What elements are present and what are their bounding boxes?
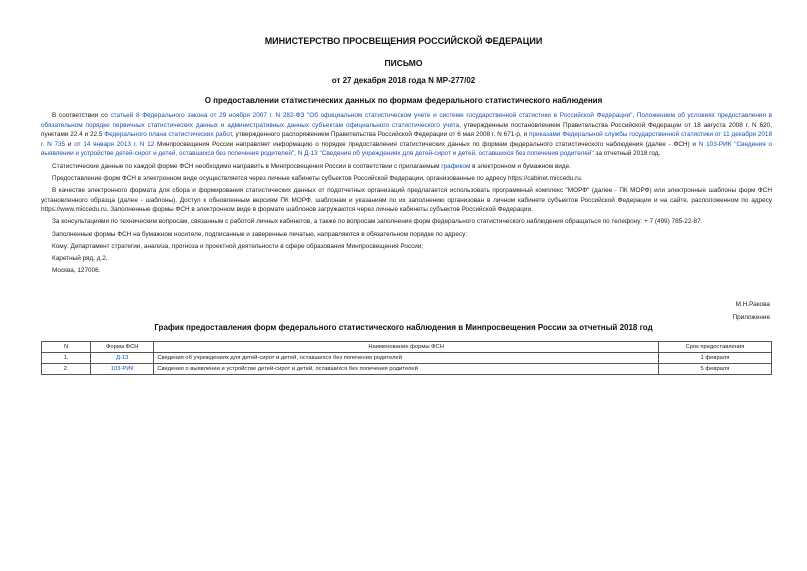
row-form: [91, 364, 154, 375]
paragraph-legal-basis: В соответствии со статьей 8 Федерального закона от 29 ноября 2007 г. N 282-ФЗ "Об официальном статистическом учете и системе государственной статистики в Российской Федерации", Положением об условиях предоставления в обязательном порядке первичных статистических данных и административных данных субъектам официального статистического учета, утвержденным постановлением Правительства Российской Федерации от 18 августа 2008 г. N 620, пунктами 22.4 и 22.5 Федерального плана статистических работ, утвержденного распоряжением Правительства Российской Федерации от 6 мая 2008 г. N 671-р, и приказами Федеральной службы государственной статистики от 11 декабря 2018 г. N 735 и от 14 января 2013 г. N 12 Минпросвещения России направляет информацию о порядке предоставления статистических данных по формам федерального статистического наблюдения (далее - ФСН) и N 103-РИК "Сведения о выявлении и устройстве детей-сирот и детей, оставшихся без попечения родителей", N Д-13 "Сведения об учреждениях для детей-сирот и детей, оставшихся без попечения родителей" за отчетный 2018 год.: [41, 112, 773, 158]
doc-date-heading: от 27 декабря 2018 года N МР-277/02: [331, 76, 476, 85]
row-form: [91, 353, 154, 364]
schedule-table: [41, 341, 772, 375]
paragraph-street: Каретный ряд, д.2,: [52, 254, 108, 262]
link-rosstat-order-735[interactable]: приказами Федеральной службы государственной статистики от 11 декабря 2018 г. N 735: [41, 131, 772, 148]
paragraph-format: В качестве электронного формата для сбора и формирования статистических данных от подотчетных организаций предлагается использовать программный комплекс "МОРФ" (далее - ПК МОРФ) или электронные шаблоны форм ФСН установленного образца (далее - шаблоны). Доступ к обновленным версиям ПК МОРФ, шаблонам и указаниям по их заполнению организован в личном кабинете субъектов Российской Федерации и на сайте, расположенном по адресу https://www.miccedu.ru. Заполненные формы ФСН в электронном виде в формате шаблонов загружаются через личные кабинеты субъектов Российской Федерации.: [41, 186, 772, 214]
table-row: [42, 353, 772, 364]
table-header-row: [42, 342, 772, 353]
row-number: 1.: [42, 353, 91, 364]
letter-body: [41, 111, 772, 276]
row-name: Сведения о выявлении и устройстве детей-сирот и детей, оставшихся без попечения родителей: [154, 364, 659, 375]
doc-type-heading: ПИСЬМО: [384, 58, 423, 68]
ministry-heading: МИНИСТЕРСТВО ПРОСВЕЩЕНИЯ РОССИЙСКОЙ ФЕДЕРАЦИИ: [264, 36, 543, 46]
paragraph-city: Москва, 127006.: [52, 267, 101, 275]
row-deadline: 1 февраля: [659, 353, 772, 364]
link-rosstat-order-12[interactable]: от 14 января 2013 г. N 12: [74, 140, 155, 148]
link-table-form-d13[interactable]: Д-13: [116, 355, 129, 361]
paragraph-consultation: За консультациями по техническим вопросам, связанным с работой личных кабинетов, а также по вопросам заполнения форм федерального статистического наблюдения обращаться по телефону: + 7 (499) 785-22-87.: [52, 218, 703, 226]
paragraph-electronic: Предоставление форм ФСН в электронном виде осуществляется через личные кабинеты субъектов Российской Федерации, организованные по адресу https://cabinet.miccedu.ru.: [52, 174, 583, 182]
row-number: 2.: [42, 364, 91, 375]
link-form-103-rik[interactable]: N 103-РИК "Сведения о выявлении и устройстве детей-сирот и детей, оставшихся без попечения родителей": [41, 140, 773, 158]
col-header-form: Форма ФСН: [91, 342, 154, 353]
link-form-d13[interactable]: N Д-13 "Сведения об учреждениях для детей-сирот и детей, оставшихся без попечения родителей": [297, 150, 594, 158]
doc-subject-heading: О предоставлении статистических данных по формам федерального статистического наблюдения: [204, 96, 603, 105]
schedule-title: График предоставления форм федерального статистического наблюдения в Минпросвещения России за отчетный 2018 год: [154, 323, 653, 332]
paragraph-submission: Статистические данные по каждой форме ФСН необходимо направить в Минпросвещения России в соответствии с прилагаемым графиком в электронном и бумажном виде.: [52, 162, 571, 170]
row-name: Сведения об учреждениях для детей-сирот и детей, оставшихся без попечения родителей: [154, 353, 659, 364]
col-header-deadline: Срок предоставления: [659, 342, 772, 353]
paragraph-recipient: Кому: Департамент стратегии, анализа, прогноза и проектной деятельности в сфере образования Минпросвещения России;: [52, 242, 424, 250]
col-header-number: N: [42, 342, 91, 353]
paragraph-paper-forms: Заполненные формы ФСН на бумажном носителе, подписанные и заверенные печатью, направляются в обязательном порядке по адресу:: [52, 230, 468, 238]
link-regulation-provision[interactable]: Положением об условиях предоставления в обязательном порядке первичных статистических данных и административных данных субъектам официального статистического учета: [41, 112, 772, 129]
link-schedule[interactable]: графиком: [441, 162, 471, 170]
col-header-name: Наименование формы ФСН: [154, 342, 659, 353]
appendix-label: Приложение: [732, 314, 770, 321]
link-federal-plan[interactable]: Федерального плана статистических работ: [104, 131, 232, 139]
row-deadline: 5 февраля: [659, 364, 772, 375]
signature: М.Н.Ракова: [735, 301, 770, 308]
link-law-282fz[interactable]: статьей 8 Федерального закона от 29 ноября 2007 г. N 282-ФЗ "Об официальном статистическом учете и системе государственной статистики в Российской Федерации": [110, 112, 633, 119]
table-row: [42, 364, 772, 375]
link-table-form-103-rik[interactable]: 103-РИК: [110, 366, 134, 372]
